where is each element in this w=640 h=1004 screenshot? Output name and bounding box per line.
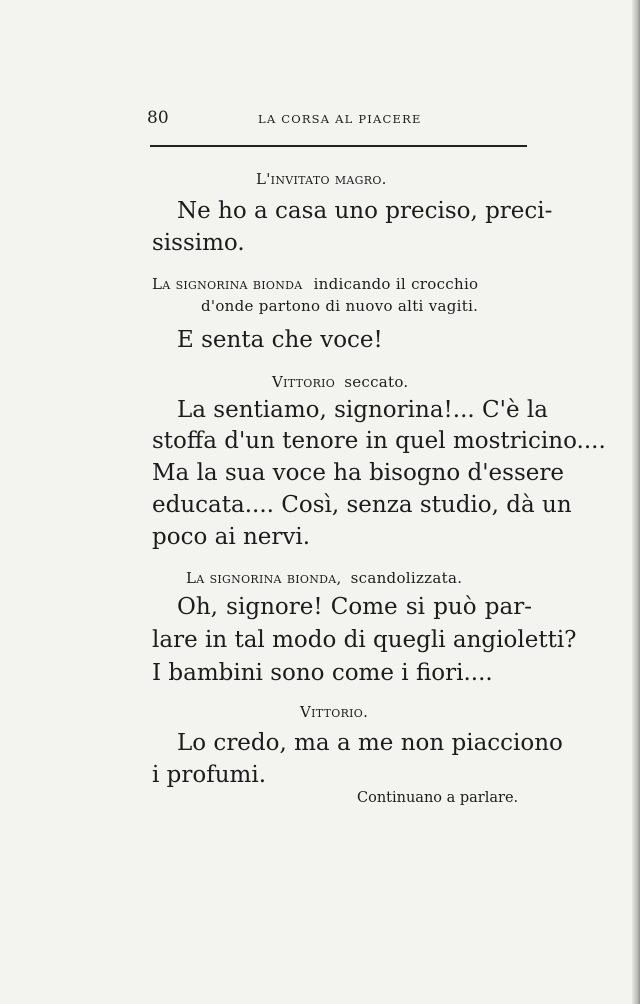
page-gutter-shadow [632, 0, 640, 1004]
speaker-label: La signorina bionda [152, 275, 303, 293]
speaker-stage-line [272, 373, 409, 391]
speech-line: poco ai nervi. [152, 524, 311, 550]
page-number: 80 [147, 108, 169, 128]
stage-direction: indicando il crocchio [313, 275, 479, 293]
speaker-label: La signorina bionda, [186, 569, 342, 587]
speech-line: stoffa d'un tenore in quel mostricino.... [152, 428, 606, 454]
speaker-label: L'invitato magro. [256, 170, 387, 188]
stage-direction: d'onde partono di nuovo alti vagiti. [201, 297, 479, 315]
speech-line: lare in tal modo di quegli angioletti? [152, 627, 577, 653]
speech-line: sissimo. [152, 230, 245, 256]
running-title: LA CORSA AL PIACERE [258, 112, 422, 126]
header-rule [150, 145, 527, 147]
speech-line: Lo credo, ma a me non piacciono [177, 730, 563, 756]
speech-line: educata.... Così, senza studio, dà un [152, 492, 572, 518]
speaker-stage-line [152, 275, 478, 293]
speaker-stage-line [186, 569, 462, 587]
speaker-label: Vittorio [272, 373, 336, 391]
stage-direction: seccato. [344, 373, 409, 391]
running-header [147, 108, 527, 136]
speech-line: Oh, signore! Come si può par- [177, 594, 532, 620]
speech-line: E senta che voce! [177, 327, 383, 353]
speech-line: La sentiamo, signorina!... C'è la [177, 397, 548, 423]
speech-line: Ne ho a casa uno preciso, preci- [177, 198, 553, 224]
speech-line: I bambini sono come i fiori.... [152, 660, 493, 686]
speech-line: Ma la sua voce ha bisogno d'essere [152, 460, 564, 486]
stage-direction: scandolizzata. [350, 569, 463, 587]
stage-direction: Continuano a parlare. [357, 790, 519, 806]
speaker-label: Vittorio. [300, 703, 369, 721]
speech-line: i profumi. [152, 762, 267, 788]
